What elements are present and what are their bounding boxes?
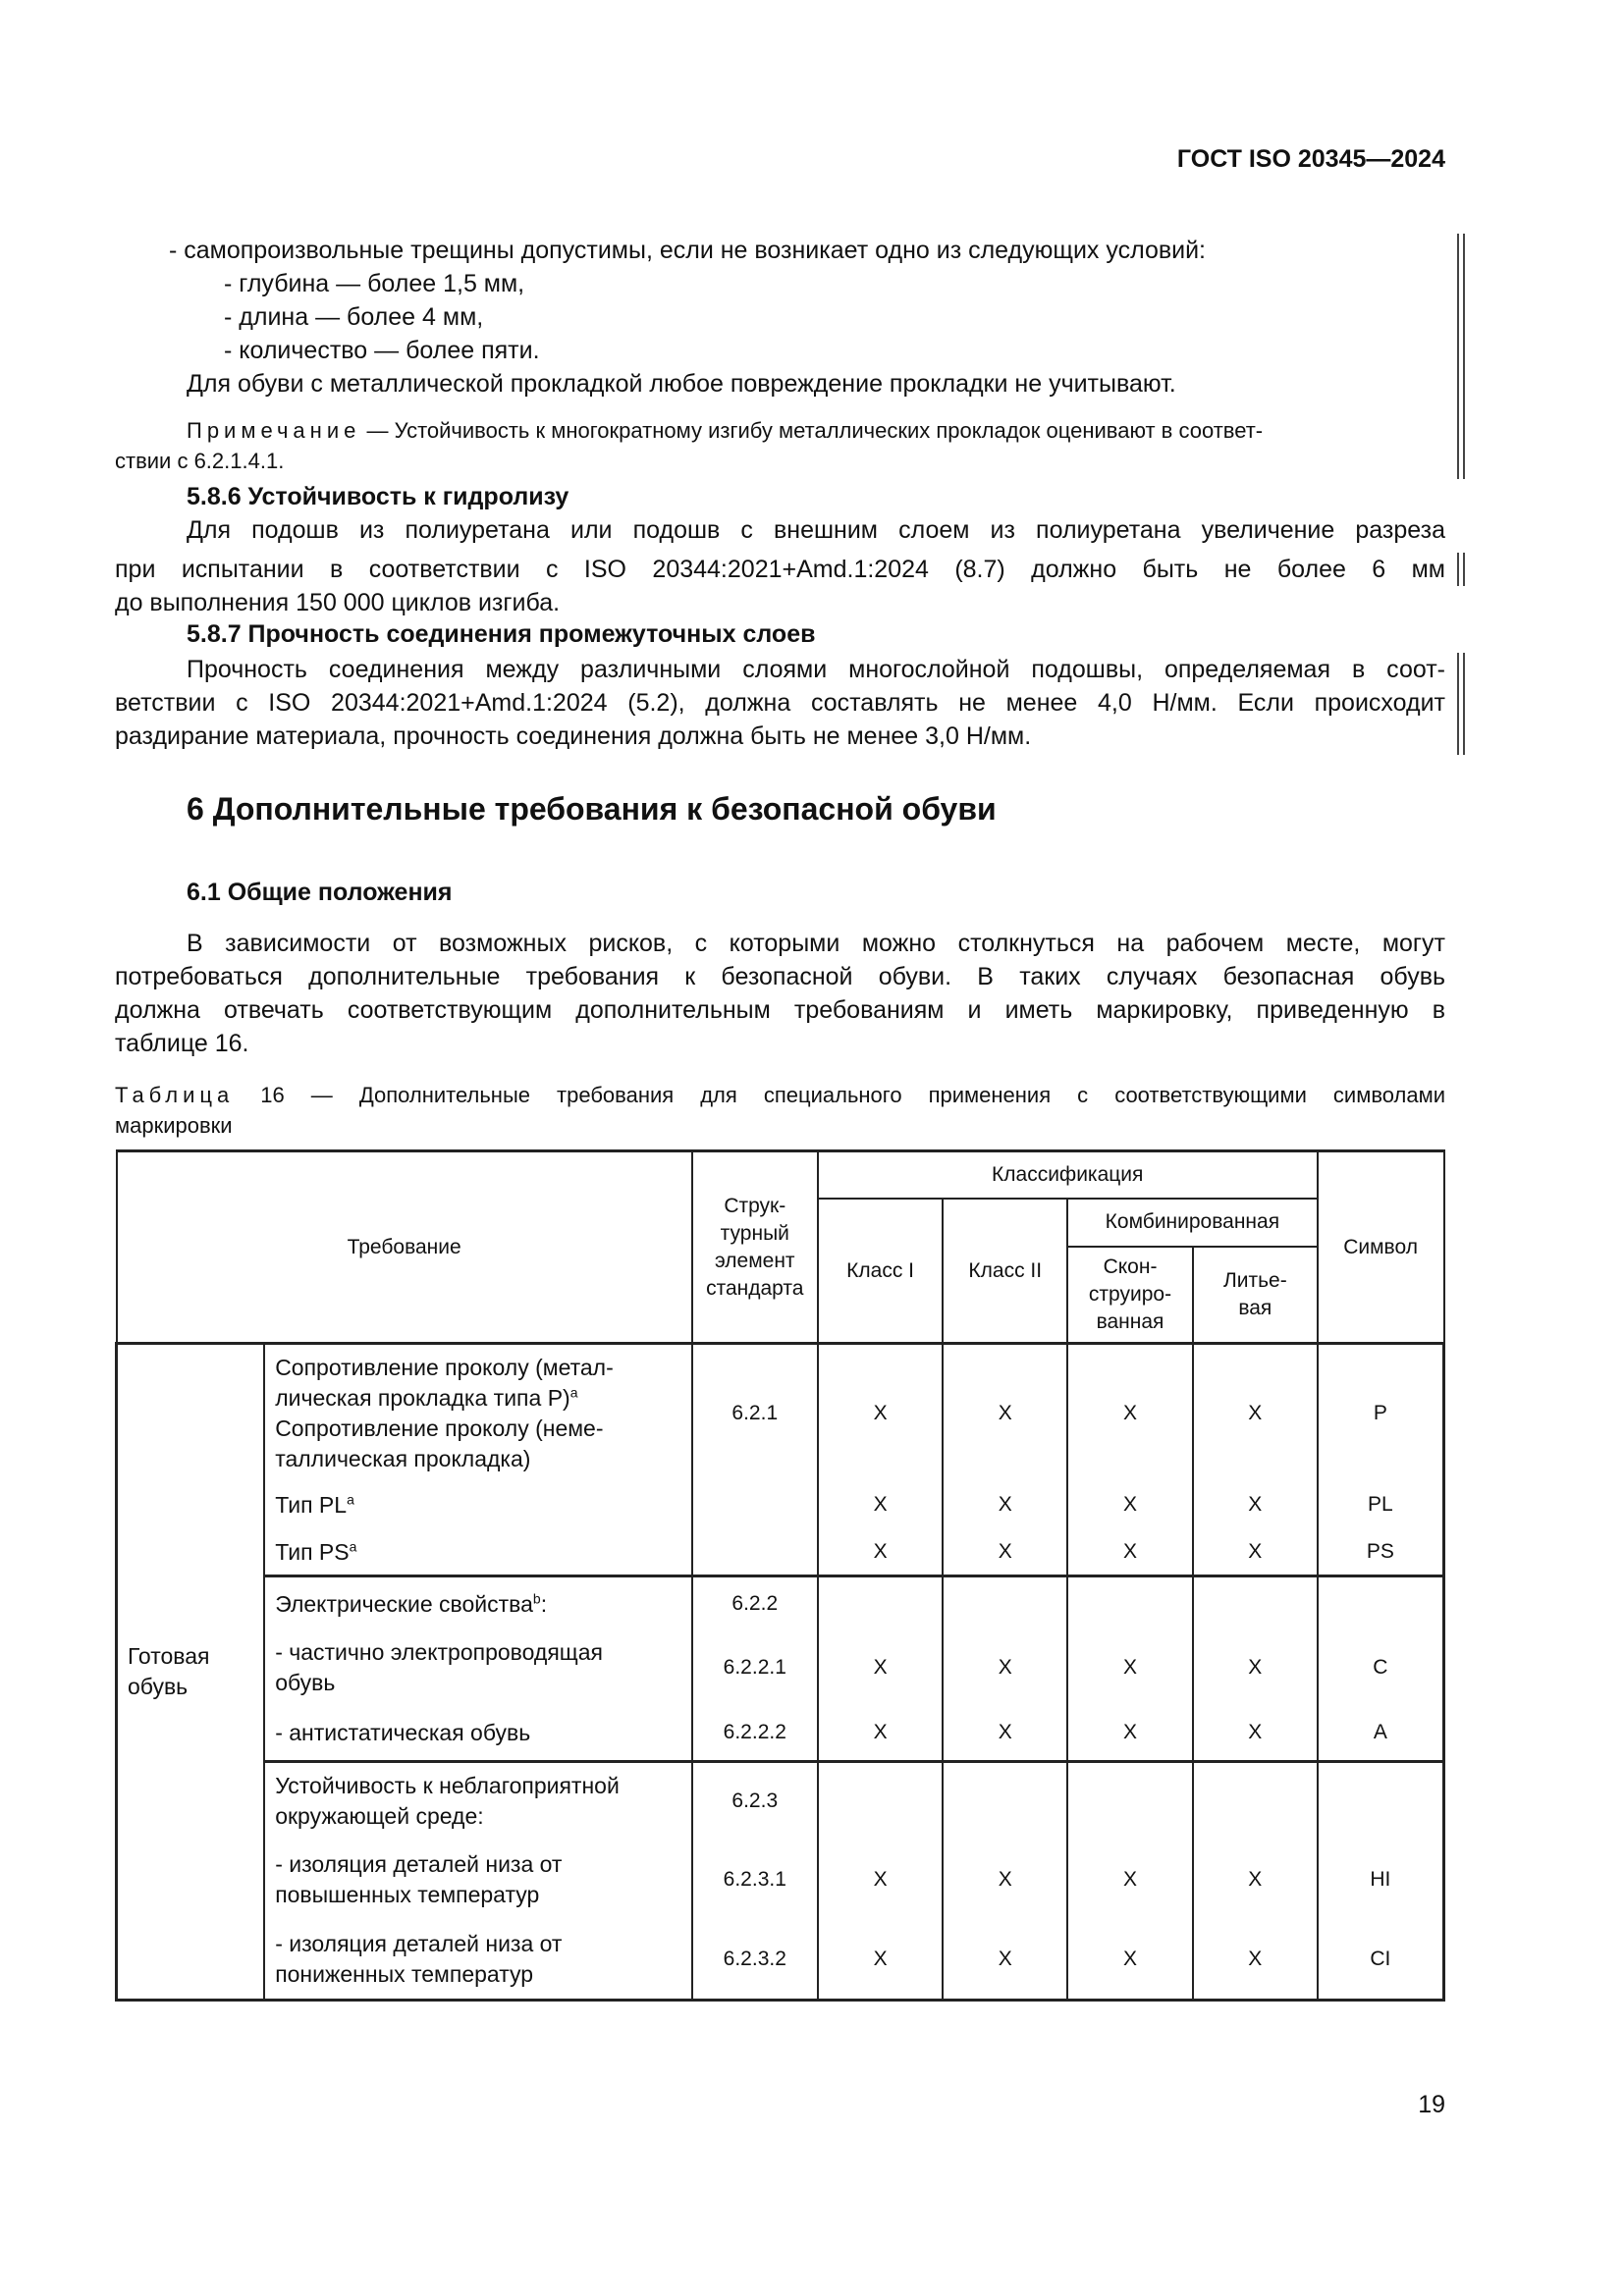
metal-insert-text: Для обуви с металлической прокладкой любое повреждение прокладки не учитывают. <box>187 370 1176 398</box>
pl-symbol: PL <box>1318 1481 1444 1529</box>
empty-section <box>692 1481 818 1529</box>
mark-cell: X <box>943 1706 1067 1762</box>
puncture-text-metal: Сопротивление проколу (метал- лическая прокладка типа P) <box>275 1354 614 1411</box>
section-586-line-3: до выполнения 150 000 циклов изгиба. <box>115 589 561 616</box>
header-symbol: Символ <box>1318 1151 1444 1344</box>
mark-cell: X <box>818 1481 944 1529</box>
conductive-symbol: C <box>1318 1630 1444 1706</box>
section-61-line-4: таблице 16. <box>115 1030 249 1057</box>
elec-colon: : <box>540 1591 548 1618</box>
mark-cell: X <box>943 1344 1067 1481</box>
section-587-title: 5.8.7 Прочность соединения промежуточных слоев <box>187 620 816 648</box>
note-line-1 <box>187 415 1263 446</box>
mark-cell: X <box>1067 1839 1193 1920</box>
pl-text-label: Тип PL <box>275 1492 348 1519</box>
table-row <box>117 1706 1444 1762</box>
footnote-a: a <box>347 1491 354 1508</box>
section-587-line-2: ветствии с ISO 20344:2021+Amd.1:2024 (5.2), должна составлять не менее 4,0 Н/мм. Если происходит <box>115 689 1445 717</box>
footnote-a: a <box>569 1383 578 1400</box>
mark-cell: X <box>1193 1481 1318 1529</box>
table-caption-text: 16 — Дополнительные требования для специального применения с соответствующими символами <box>234 1083 1445 1107</box>
elec-section: 6.2.2 <box>692 1576 818 1630</box>
change-bar <box>1457 553 1465 586</box>
change-bar <box>1457 653 1465 755</box>
table-caption-line-2: маркировки <box>115 1113 233 1138</box>
mark-cell: X <box>1193 1630 1318 1706</box>
table-row <box>117 1630 1444 1706</box>
section-586-line-2: при испытании в соответствии с ISO 20344:2021+Amd.1:2024 (8.7) должно быть не более 6 мм <box>115 556 1445 583</box>
table-row <box>117 1576 1444 1630</box>
section-61-line-1: В зависимости от возможных рисков, с которыми можно столкнуться на рабочем месте, могут <box>187 930 1445 957</box>
cracks-item-count: - количество — более пяти. <box>224 337 540 364</box>
env-section: 6.2.3 <box>692 1761 818 1839</box>
puncture-symbol: P <box>1318 1344 1444 1481</box>
mark-cell: X <box>1067 1344 1193 1481</box>
table-16 <box>115 1149 1445 2002</box>
header-combined: Комбинированная <box>1067 1199 1318 1247</box>
note-label: Примечание <box>187 418 361 443</box>
antistatic-symbol: A <box>1318 1706 1444 1762</box>
mark-cell: X <box>818 1706 944 1762</box>
mark-cell: X <box>818 1528 944 1576</box>
page-number: 19 <box>1418 2091 1445 2118</box>
table-row <box>117 1344 1444 1481</box>
mark-cell: X <box>943 1481 1067 1529</box>
table-row <box>117 1839 1444 1920</box>
mark-cell: X <box>1193 1528 1318 1576</box>
mark-cell: X <box>1193 1839 1318 1920</box>
footnote-b: b <box>532 1590 541 1607</box>
puncture-section: 6.2.1 <box>692 1344 818 1481</box>
footnote-a: a <box>349 1538 357 1555</box>
conductive-text: - частично электропроводящая обувь <box>264 1630 692 1706</box>
table-caption-label: Таблица <box>115 1083 235 1107</box>
section-587-line-3: раздирание материала, прочность соединения должна быть не менее 3,0 Н/мм. <box>115 722 1032 750</box>
mark-cell: X <box>818 1344 944 1481</box>
document-header: ГОСТ ISO 20345—2024 <box>1176 145 1445 173</box>
elec-text <box>264 1576 692 1630</box>
mark-cell: X <box>818 1839 944 1920</box>
mark-cell: X <box>943 1630 1067 1706</box>
ci-section: 6.2.3.2 <box>692 1920 818 2000</box>
header-molded: Литье- вая <box>1193 1247 1318 1344</box>
cracks-item-depth: - глубина — более 1,5 мм, <box>224 270 525 297</box>
hi-section: 6.2.3.1 <box>692 1839 818 1920</box>
section-61-line-3: должна отвечать соответствующим дополнительным требованиям и иметь маркировку, приведенную в <box>115 996 1445 1024</box>
header-constructed: Скон- струиро- ванная <box>1067 1247 1193 1344</box>
ps-symbol: PS <box>1318 1528 1444 1576</box>
mark-cell: X <box>818 1920 944 2000</box>
mark-cell: X <box>1067 1920 1193 2000</box>
section-61-line-2: потребоваться дополнительные требования к безопасной обуви. В таких случаях безопасная обувь <box>115 963 1445 990</box>
empty-section <box>692 1528 818 1576</box>
elec-text-label: Электрические свойства <box>275 1591 533 1618</box>
mark-cell: X <box>1067 1528 1193 1576</box>
cracks-intro: - самопроизвольные трещины допустимы, если не возникает одно из следующих условий: <box>169 237 1207 264</box>
note-text: — Устойчивость к многократному изгибу металлических прокладок оценивают в соответ- <box>360 418 1264 443</box>
header-struct-element: Струк- турный элемент стандарта <box>692 1151 818 1344</box>
ci-symbol: CI <box>1318 1920 1444 2000</box>
env-text: Устойчивость к неблагоприятной окружающей среде: <box>264 1761 692 1839</box>
table-row <box>117 1481 1444 1529</box>
table-row <box>117 1528 1444 1576</box>
antistatic-text: - антистатическая обувь <box>264 1706 692 1762</box>
mark-cell: X <box>1193 1344 1318 1481</box>
hi-symbol: HI <box>1318 1839 1444 1920</box>
group-label: Готовая обувь <box>117 1344 265 2001</box>
section-61-title: 6.1 Общие положения <box>187 879 453 906</box>
header-class-1: Класс I <box>818 1199 944 1344</box>
cracks-item-length: - длина — более 4 мм, <box>224 303 484 331</box>
section-6-title: 6 Дополнительные требования к безопасной обуви <box>187 791 997 827</box>
change-bar <box>1457 234 1465 479</box>
section-586-title: 5.8.6 Устойчивость к гидролизу <box>187 483 569 510</box>
ci-text: - изоляция деталей низа от пониженных температур <box>264 1920 692 2000</box>
mark-cell: X <box>943 1920 1067 2000</box>
section-586-line-1: Для подошв из полиуретана или подошв с внешним слоем из полиуретана увеличение разреза <box>187 516 1445 544</box>
puncture-text <box>264 1344 692 1481</box>
table-caption-line-1 <box>115 1080 1445 1110</box>
mark-cell: X <box>1067 1481 1193 1529</box>
ps-text-label: Тип PS <box>275 1538 350 1565</box>
ps-text <box>264 1528 692 1576</box>
hi-text: - изоляция деталей низа от повышенных температур <box>264 1839 692 1920</box>
mark-cell: X <box>943 1528 1067 1576</box>
header-classification: Классификация <box>818 1151 1318 1200</box>
conductive-section: 6.2.2.1 <box>692 1630 818 1706</box>
mark-cell: X <box>1193 1706 1318 1762</box>
mark-cell: X <box>1067 1706 1193 1762</box>
antistatic-section: 6.2.2.2 <box>692 1706 818 1762</box>
puncture-text-nonmetal: Сопротивление проколу (неме- таллическая прокладка) <box>275 1415 604 1471</box>
mark-cell: X <box>818 1630 944 1706</box>
table-row <box>117 1920 1444 2000</box>
pl-text <box>264 1481 692 1529</box>
header-requirement: Требование <box>117 1151 692 1344</box>
table-row <box>117 1761 1444 1839</box>
note-line-2: ствии с 6.2.1.4.1. <box>115 449 285 473</box>
mark-cell: X <box>1193 1920 1318 2000</box>
mark-cell: X <box>943 1839 1067 1920</box>
mark-cell: X <box>1067 1630 1193 1706</box>
header-class-2: Класс II <box>943 1199 1067 1344</box>
section-587-line-1: Прочность соединения между различными слоями многослойной подошвы, определяемая в соот- <box>187 656 1445 683</box>
